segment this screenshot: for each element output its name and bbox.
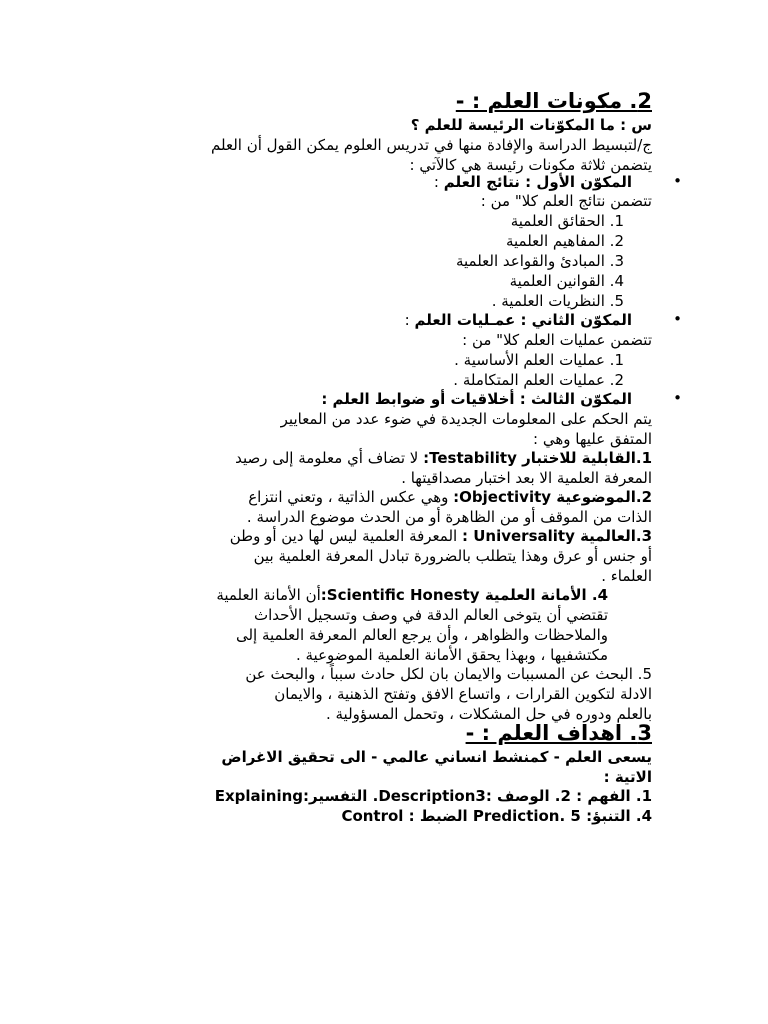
bullet-icon: •: [673, 172, 682, 190]
component-2-intro: تتضمن عمليات العلم كلا" من :: [462, 331, 652, 349]
list-item: 2. المفاهيم العلمية: [505, 232, 624, 250]
criterion-3-text: المعرفة العلمية ليس لها دين أو وطن: [229, 527, 462, 545]
criterion-2-line-2: الذات من الموقف أو من الظاهرة أو من الحدث موضوع الدراسة .: [246, 508, 652, 526]
question-text: س : ما المكوّنات الرئيسة للعلم ؟: [410, 116, 652, 134]
criterion-3-line-3: العلماء .: [601, 567, 652, 585]
criterion-3-line-2: أو جنس أو عرق وهذا يتطلب بالضرورة تبادل المعرفة العلمية بين: [253, 547, 652, 565]
criterion-3: [230, 526, 652, 546]
component-1-colon: :: [433, 173, 439, 191]
answer-line-1: ج/لتبسيط الدراسة والإفادة منها في تدريس العلوم يمكن القول أن العلم: [211, 136, 652, 154]
criterion-2-title: 2.الموضوعية Objectivity:: [453, 488, 652, 506]
component-2-colon: :: [404, 311, 410, 329]
list-item: 5. النظريات العلمية .: [491, 292, 624, 310]
criterion-5-line-1: 5. البحث عن المسببات والايمان بان لكل حادث سبباً ، والبحث عن: [245, 665, 652, 683]
criterion-2: [248, 487, 652, 507]
section3-heading: 3. اهداف العلم : -: [465, 721, 652, 745]
section3-line-1: يسعى العلم - كمنشط انساني عالمي - الى تحقيق الاغراض: [221, 748, 652, 766]
criterion-4-line-2: تقتضي أن يتوخى العالم الدقة في وصف وتسجيل الأحداث: [254, 606, 608, 624]
section3-line-2: الاتية :: [603, 768, 652, 786]
criterion-5-line-2: الادلة لتكوين القرارات ، واتساع الافق وتفتح الذهنية ، والايمان: [274, 685, 652, 703]
component-1-heading: [434, 172, 632, 192]
component-2-title: المكوّن الثاني : عمـليات العلم: [414, 311, 632, 329]
criterion-4-title: 4. الأمانة العلمية Scientific Honesty:: [320, 586, 608, 604]
criterion-1: [235, 448, 652, 468]
bullet-icon: •: [673, 389, 682, 407]
criterion-4-line-3: والملاحظات والظواهر ، وأن يرجع العالم المعرفة العلمية إلى: [235, 626, 608, 644]
section3-line-4: 4. التنبؤ: 5 .Prediction الضبط : Control: [341, 807, 652, 825]
component-3-intro-line-1: يتم الحكم على المعلومات الجديدة في ضوء عدد من المعايير: [280, 410, 652, 428]
criterion-1-title: 1.القابلية للاختبار Testability:: [423, 449, 652, 467]
list-item: 1. عمليات العلم الأساسية .: [454, 351, 624, 369]
list-item: 1. الحقائق العلمية: [510, 212, 624, 230]
criterion-4-line-4: مكتشفيها ، وبهذا يحقق الأمانة العلمية الموضوعية .: [295, 646, 608, 664]
criterion-5-line-3: بالعلم ودوره في حل المشكلات ، وتحمل المسؤولية .: [325, 705, 652, 723]
answer-line-2: يتضمن ثلاثة مكونات رئيسة هي كالآتي :: [409, 156, 652, 174]
component-1-title: المكوّن الأول : نتائج العلم: [443, 173, 632, 191]
document-page: [90, 84, 682, 984]
bullet-icon: •: [673, 310, 682, 328]
component-3-title: المكوّن الثالث : أخلاقيات أو ضوابط العلم :: [321, 390, 632, 408]
component-3-intro-line-2: المتفق عليها وهي :: [533, 430, 652, 448]
list-item: 3. المبادئ والقواعد العلمية: [455, 252, 624, 270]
criterion-4-text: أن الأمانة العلمية: [216, 586, 321, 604]
section2-heading: 2. مكونات العلم : -: [455, 89, 652, 113]
criterion-1-text: لا تضاف أي معلومة إلى رصيد: [235, 449, 424, 467]
list-item: 2. عمليات العلم المتكاملة .: [453, 371, 624, 389]
criterion-2-text: وهي عكس الذاتية ، وتعني انتزاع: [248, 488, 454, 506]
component-1-intro: تتضمن نتائج العلم كلا" من :: [480, 192, 652, 210]
section3-line-3: 1. الفهم : 2. الوصف :Description3. التفسير:Explaining: [214, 787, 652, 805]
criterion-1-line-2: المعرفة العلمية الا بعد اختبار مصداقيتها .: [401, 469, 652, 487]
criterion-4: [216, 585, 608, 605]
criterion-3-title: 3.العالمية Universality :: [461, 527, 652, 545]
component-2-heading: [405, 310, 632, 330]
list-item: 4. القوانين العلمية: [509, 272, 624, 290]
